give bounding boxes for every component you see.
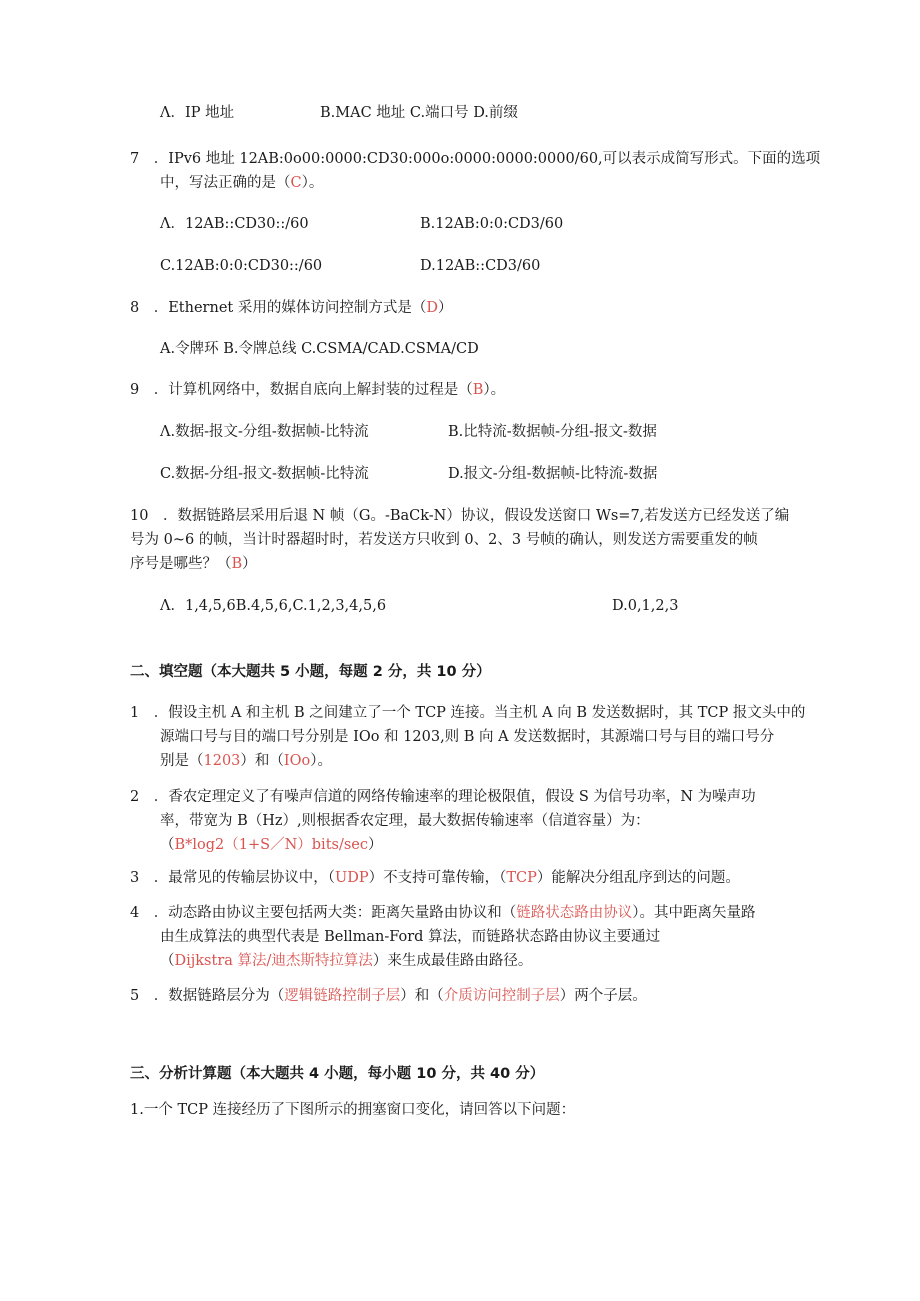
q7-option-d: D.12AB::CD3/60 [420, 258, 541, 274]
f4-answer-2: Dijkstra 算法/迪杰斯特拉算法 [174, 953, 373, 969]
f1-line3: 别是（1203）和（IOo）。 [160, 753, 333, 769]
q6-option-bcd: B.MAC 地址 C.端口号 D.前缀 [320, 105, 518, 121]
q10-line3: 序号是哪些？（B） [130, 556, 257, 572]
f2-line2: 率，带宽为 B（Hz）,则根据香农定理，最大数据传输速率（信道容量）为： [160, 813, 650, 829]
q9-option-a: Λ.数据-报文-分组-数据帧-比特流 [160, 424, 369, 440]
f2-line1: 2 ．香农定理定义了有噪声信道的网络传输速率的理论极限值，假设 S 为信号功率，N 为噪声功 [130, 789, 756, 805]
f5-answer-2: 介质访问控制子层 [443, 988, 560, 1004]
q7-option-b: B.12AB:0:0:CD3/60 [420, 216, 564, 232]
q10-options-abc: Λ．1,4,5,6B.4,5,6,C.1,2,3,4,5,6 [160, 598, 387, 614]
q7-option-c: C.12AB:0:0:CD30::/60 [160, 258, 323, 274]
f3-answer-2: TCP [506, 870, 537, 886]
q7-option-a: Λ．12AB::CD30::/60 [160, 216, 309, 232]
f1-line2: 源端口号与目的端口号分别是 IOo 和 1203,则 B 向 A 发送数据时，其源端口号与目的端口号分 [160, 729, 775, 745]
q6-option-a: Λ．IP 地址 [160, 105, 235, 121]
q10-line1: 10 ．数据链路层采用后退 N 帧（G。-BaCk-N）协议，假设发送窗口 Ws=7,若发送方已经发送了编 [130, 508, 790, 524]
q10-answer: B [231, 556, 243, 572]
q10-option-d: D.0,1,2,3 [612, 598, 679, 614]
f5-answer-1: 逻辑链路控制子层 [284, 988, 401, 1004]
q10-line2: 号为 0~6 的帧，当计时器超时时，若发送方只收到 0、2、3 号帧的确认，则发送方需要重发的帧 [130, 532, 758, 548]
f4-line3: （Dijkstra 算法/迪杰斯特拉算法）来生成最佳路由路径。 [160, 953, 533, 969]
f3-text: 3 ．最常见的传输层协议中，（UDP）不支持可靠传输，（TCP）能解决分组乱序到达的问题。 [130, 870, 740, 886]
f1-answer-1: 1203 [203, 753, 241, 769]
section2-title: 二、填空题（本大题共 5 小题，每题 2 分，共 10 分） [130, 664, 491, 680]
q8-text: 8 ．Ethernet 采用的媒体访问控制方式是（D） [130, 300, 453, 316]
f2-line3: （B*log2（1+S／N）bits/sec） [160, 837, 383, 853]
f1-line1: 1 ．假设主机 A 和主机 B 之间建立了一个 TCP 连接。当主机 A 向 B 发送数据时，其 TCP 报文头中的 [130, 705, 806, 721]
q9-option-c: C.数据-分组-报文-数据帧-比特流 [160, 466, 369, 482]
f4-answer-1: 链路状态路由协议 [516, 905, 633, 921]
q7-line2: 中，写法正确的是（C）。 [160, 175, 324, 191]
q9-text: 9 ．计算机网络中，数据自底向上解封装的过程是（B）。 [130, 382, 506, 398]
q9-option-d: D.报文-分组-数据帧-比特流-数据 [448, 466, 658, 482]
f3-answer-1: UDP [334, 870, 369, 886]
section3-q1: 1.一个 TCP 连接经历了下图所示的拥塞窗口变化，请回答以下问题： [130, 1102, 576, 1118]
q8-answer: D [426, 300, 438, 316]
f5-text: 5 ．数据链路层分为（逻辑链路控制子层）和（介质访问控制子层）两个子层。 [130, 988, 647, 1004]
q9-option-b: B.比特流-数据帧-分组-报文-数据 [448, 424, 657, 440]
q9-answer: B [472, 382, 484, 398]
f2-answer: B*log2（1+S／N）bits/sec [174, 837, 368, 853]
f1-answer-2: IOo [283, 753, 311, 769]
f4-line1: 4 ．动态路由协议主要包括两大类：距离矢量路由协议和（链路状态路由协议）。其中距离矢量路 [130, 905, 756, 921]
q7-answer: C [290, 175, 302, 191]
q8-options: A.令牌环 B.令牌总线 C.CSMA/CAD.CSMA/CD [160, 341, 479, 357]
f4-line2: 由生成算法的典型代表是 Bellman-Ford 算法，而链路状态路由协议主要通过 [160, 929, 661, 945]
section3-title: 三、分析计算题（本大题共 4 小题，每小题 10 分，共 40 分） [130, 1066, 545, 1082]
q7-line1: 7 ．IPv6 地址 12AB:0o00:0000:CD30:000o:0000:0000:0000/60,可以表示成简写形式。下面的选项 [130, 151, 821, 167]
